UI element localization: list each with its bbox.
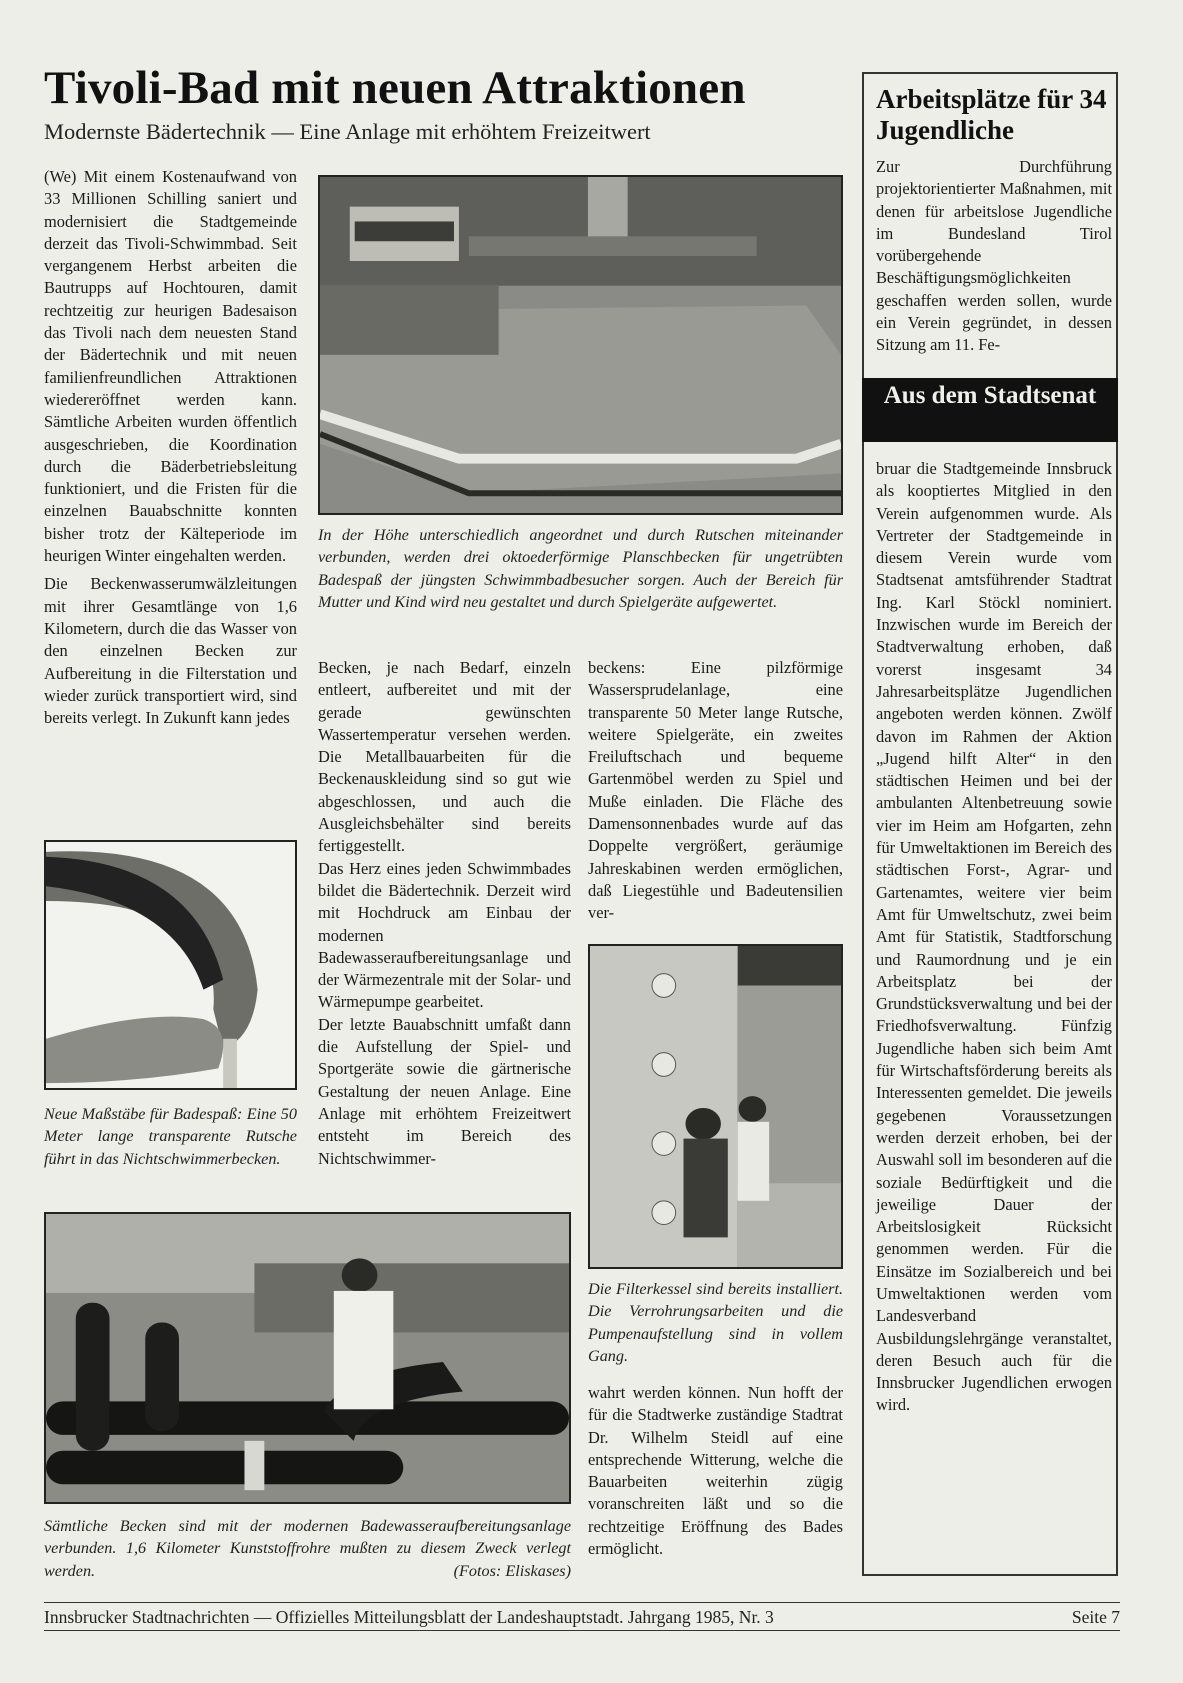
caption-rutsche: Neue Maßstäbe für Badespaß: Eine 50 Meter lange transparente Rutsche führt in das Nichtschwimmerbecken. bbox=[44, 1105, 297, 1168]
article-subheadline: Modernste Bädertechnik — Eine Anlage mit erhöhtem Freizeitwert bbox=[44, 119, 651, 144]
page-footer bbox=[44, 1606, 1120, 1628]
article-headline: Tivoli-Bad mit neuen Attraktionen bbox=[44, 62, 746, 114]
paragraph: bruar die Stadtgemeinde Innsbruck als kooptiertes Mitglied in den Verein aufgenommen wurde. Als Vertreter der Stadtgemeinde in diesem Verein wurde vom Stadtsenat amtsführender Stadtrat Ing. Karl Stöckl nominiert. Inzwischen wurde im Bereich der Stadtverwaltung erhoben, daß vorerst insgesamt 34 Jahresarbeitsplätze Jugendlichen angeboten werden können. Zwölf davon im Rahmen der Aktion „Jugend hilft Alter“ in den städtischen Heimen und bei der ambulanten Altenbetreuung sowie vier im Heim am Hofgarten, zehn für Umweltaktionen im Bereich des städtischen Forst-, Agrar- und Gartenamtes, weitere vier beim Amt für Umweltschutz, zwei beim Amt für Statistik, Stadtforschung und Raumordnung und je ein Arbeitsplatz bei der Grundstücksverwaltung und bei der Friedhofsverwaltung. Fünfzig Jugendliche haben sich beim Amt für Wirtschaftsförderung bereits als Interessenten gemeldet. Die jeweils gegebenen Voraussetzungen werden derzeit erhoben, bei der Auswahl soll im besonderen auf die soziale Bedürftigkeit und die jeweilige Dauer der Arbeitslosigkeit Rücksicht genommen werden. Für die Einsätze im Sozialbereich und bei Umweltaktionen werden vom Landesverband Ausbildungslehrgänge veranstaltet, deren Besuch auch für die Innsbrucker Jugendlichen erwogen wird. bbox=[876, 459, 1112, 1415]
sidebar-title: Arbeitsplätze für 34 Jugendliche bbox=[876, 84, 1107, 145]
paragraph: (We) Mit einem Kostenaufwand von 33 Millionen Schilling saniert und modernisiert die Stadtgemeinde derzeit das Tivoli-Schwimmbad. Seit vergangenem Herbst arbeiten die Bautrupps auf Hochtouren, damit rechtzeitig zur heurigen Badesaison das Tivoli nach dem neuesten Stand der Bädertechnik und mit neuen familienfreundlichen Attraktionen wiedereröffnet werden kann. Sämtliche Arbeiten wurden öffentlich ausgeschrieben, die Koordination durch die Bäderbetriebsleitung funktioniert, und die Fristen für die einzelnen Bauabschnitte konnten bisher trotz der Kälteperiode im heurigen Winter eingehalten werden. bbox=[44, 167, 297, 566]
page-number: Seite 7 bbox=[1071, 1607, 1120, 1627]
sidebar-text-bottom bbox=[876, 458, 1112, 1417]
photo-filterkessel bbox=[588, 944, 843, 1269]
footer-rule-bottom bbox=[44, 1630, 1120, 1631]
photo-rutsche bbox=[44, 840, 297, 1090]
publication-line: Innsbrucker Stadtnachrichten — Offizielles Mitteilungsblatt der Landeshauptstadt. Jahrgang 1985, Nr. 3 bbox=[44, 1607, 774, 1627]
footer-rule-top bbox=[44, 1602, 1120, 1603]
paragraph: wahrt werden können. Nun hofft der für die Stadtwerke zuständige Stadtrat Dr. Wilhelm Steidl auf eine entsprechende Witterung, welche die Bauarbeiten weiterhin zügig voranschreiten läßt und so die rechtzeitige Eröffnung des Bades ermöglicht. bbox=[588, 1383, 843, 1559]
article-column-2 bbox=[318, 657, 571, 1170]
article-column-3-top bbox=[588, 657, 843, 925]
paragraph: Der letzte Bauabschnitt umfaßt dann die Aufstellung der Spiel- und Sportgeräte sowie die gärtnerische Gestaltung der neuen Anlage. Eine Anlage mit erhöhtem Freizeitwert entsteht im Bereich des Nichtschwimmer- bbox=[318, 1014, 571, 1168]
paragraph: Das Herz eines jeden Schwimmbades bildet die Bädertechnik. Derzeit wird mit Hochdruck am Einbau der modernen Badewasseraufbereitungsanlage und der Wärmezentrale mit der Solar- und Wärmepumpe gearbeitet. bbox=[318, 858, 571, 1012]
photo-rohre bbox=[44, 1212, 571, 1504]
paragraph: Becken, je nach Bedarf, einzeln entleert, aufbereitet und mit der gerade gewünschten Wassertemperatur versehen werden. Die Metallbauarbeiten für die Beckenauskleidung sind so gut wie abgeschlossen, und auch die Ausgleichsbehälter sind bereits fertiggestellt. bbox=[318, 658, 571, 856]
filter-vessels-image bbox=[590, 946, 841, 1267]
caption-filterkessel: Die Filterkessel sind bereits installiert. Die Verrohrungsarbeiten und die Pumpenaufstellung sind in vollem Gang. bbox=[588, 1280, 843, 1365]
photo-credit: (Fotos: Eliskases) bbox=[453, 1561, 571, 1580]
caption-text: Sämtliche Becken sind mit der modernen Badewasseraufbereitungsanlage verbunden. 1,6 Kilometer Kunststoffrohre mußten zu diesem Zweck verlegt werden. bbox=[44, 1517, 571, 1580]
paragraph: beckens: Eine pilzförmige Wassersprudelanlage, eine transparente 50 Meter lange Rutsche, weitere Spielgeräte, ein zweites Freiluftschach und bequeme Gartenmöbel werden zu Spiel und Muße einladen. Die Fläche des Damensonnenbades wurde auf das Doppelte vergrößert, geräumige Jahreskabinen werden ermöglichen, daß Liegestühle und Badeutensilien ver- bbox=[588, 658, 843, 923]
sidebar-text-top bbox=[876, 156, 1112, 357]
article-column-1 bbox=[44, 166, 297, 735]
section-banner-stadtsenat: Aus dem Stadtsenat bbox=[862, 378, 1118, 442]
caption-planschbecken: In der Höhe unterschiedlich angeordnet und durch Rutschen miteinander verbunden, werden drei oktoederförmige Planschbecken für ungetrübten Badespaß der jüngsten Schwimmbadbesucher sorgen. Auch der Bereich für Mutter und Kind wird neu gestaltet und durch Spielgeräte aufgewertet. bbox=[318, 526, 843, 611]
paragraph: Die Beckenwasserumwälzleitungen mit ihrer Gesamtlänge von 1,6 Kilometern, durch die das Wasser von den einzelnen Becken zur Aufbereitung in die Filterstation und wieder zurück transportiert wird, sind bereits verlegt. In Zukunft kann jedes bbox=[44, 574, 297, 728]
caption-rohre bbox=[44, 1515, 571, 1582]
pool-construction-image bbox=[320, 177, 841, 513]
paragraph: Zur Durchführung projektorientierter Maßnahmen, mit denen für arbeitslose Jugendliche im Bundesland Tirol vorübergehende Beschäftigungsmöglichkeiten geschaffen werden sollen, wurde ein Verein gegründet, in dessen Sitzung am 11. Fe- bbox=[876, 157, 1112, 355]
article-column-3-bottom bbox=[588, 1382, 843, 1560]
pipes-image bbox=[46, 1214, 569, 1502]
slide-image bbox=[46, 842, 295, 1088]
photo-planschbecken bbox=[318, 175, 843, 515]
